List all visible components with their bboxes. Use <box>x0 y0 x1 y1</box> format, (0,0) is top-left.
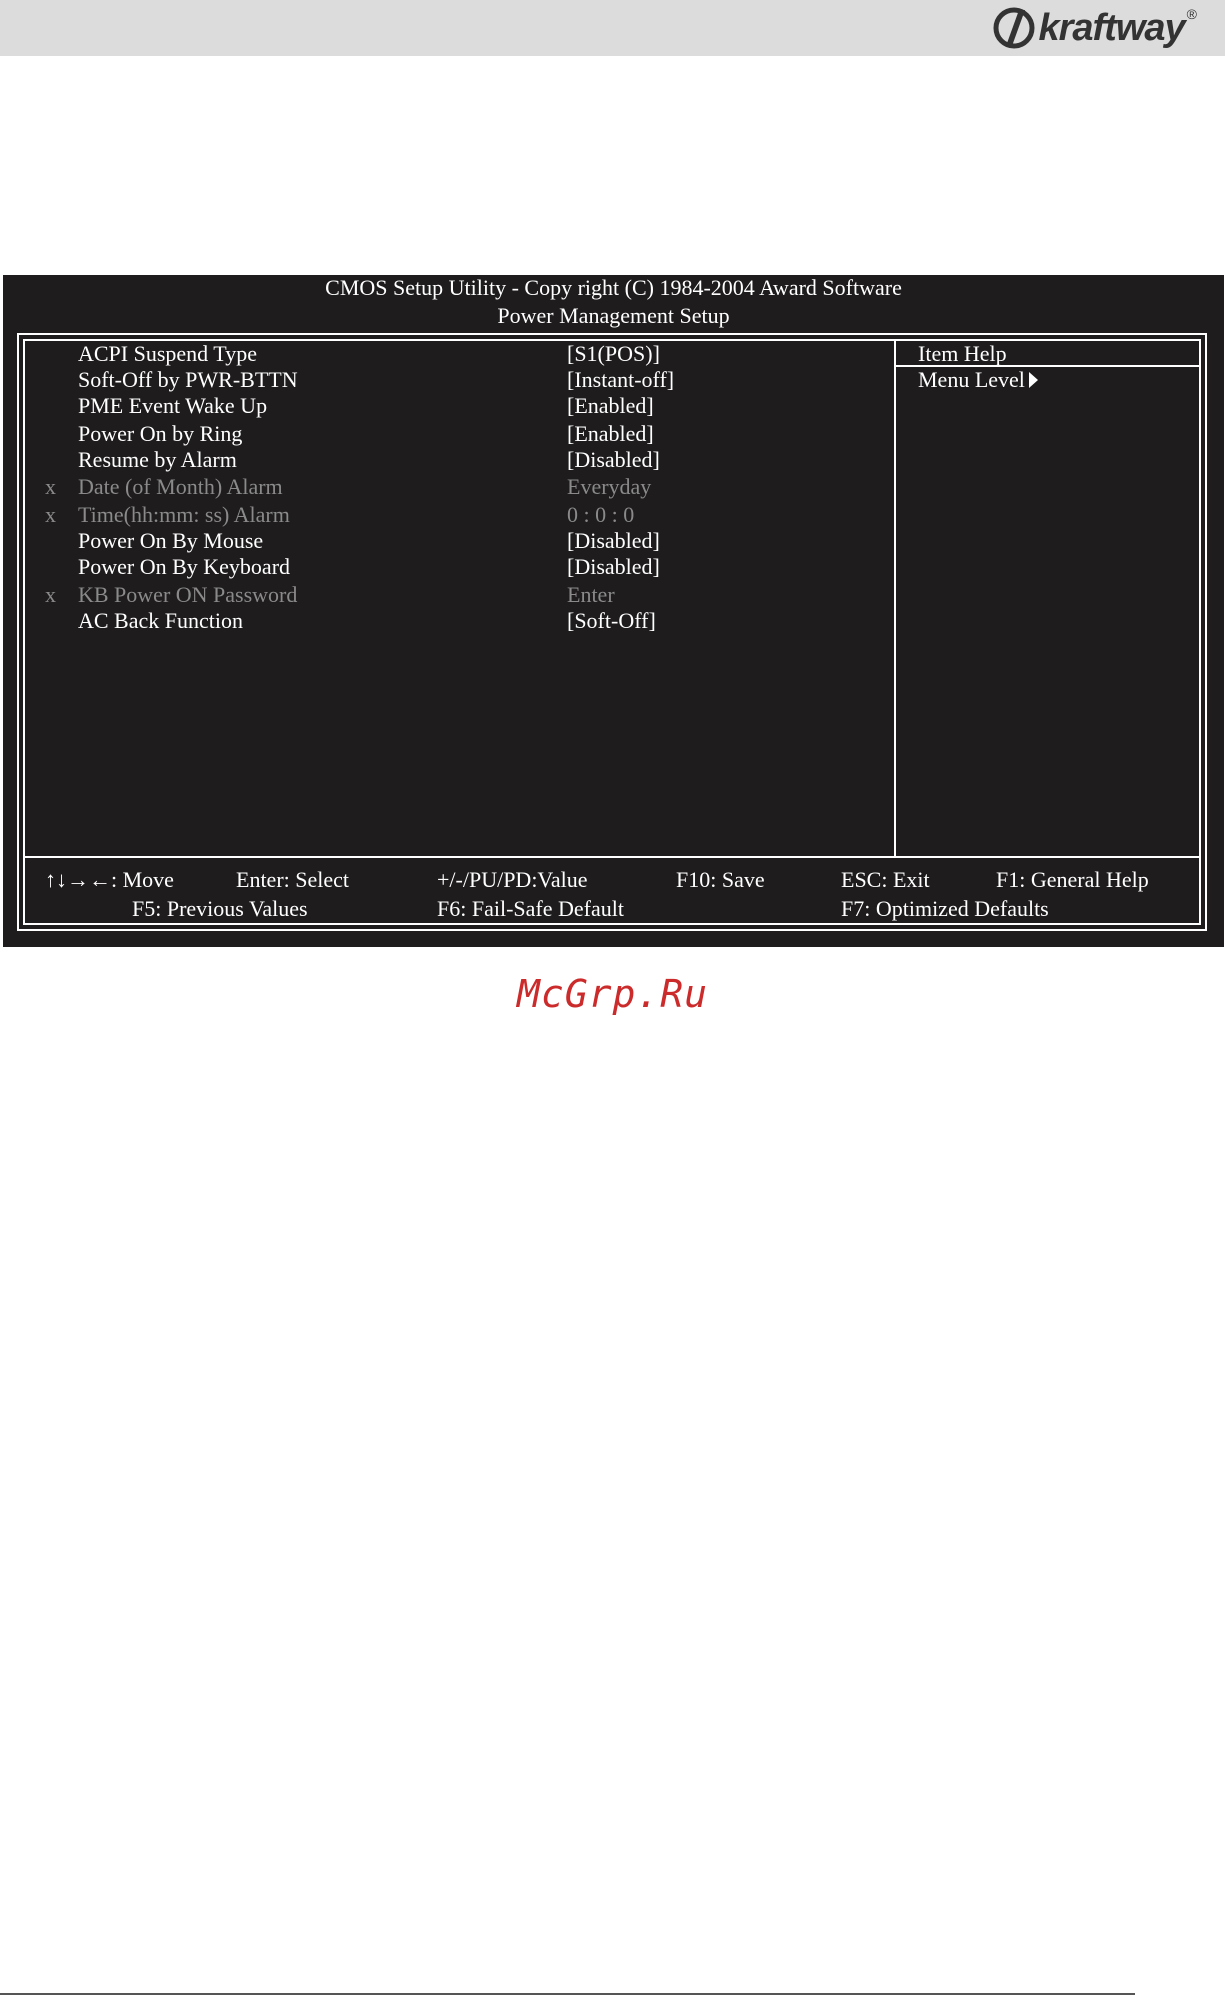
key-select: Enter: Select <box>236 867 350 892</box>
setting-value[interactable]: [S1(POS)] <box>567 341 660 366</box>
footer-rule <box>0 1993 1135 1995</box>
setting-label: AC Back Function <box>78 608 243 633</box>
key-failsafe-default: F6: Fail-Safe Default <box>437 896 624 921</box>
setting-value[interactable]: [Enabled] <box>567 393 654 418</box>
setting-date-alarm <box>3 474 893 500</box>
setting-value[interactable]: [Soft-Off] <box>567 608 656 633</box>
setting-value[interactable]: [Disabled] <box>567 447 660 472</box>
kraftway-logo <box>992 4 1197 52</box>
setting-acpi-suspend-type[interactable] <box>3 341 893 367</box>
setting-power-on-by-keyboard[interactable] <box>3 554 893 580</box>
keybar-divider <box>23 856 1201 858</box>
setting-value[interactable]: [Instant-off] <box>567 367 675 392</box>
setting-label: Time(hh:mm: ss) Alarm <box>78 502 290 527</box>
page-header-band <box>0 0 1225 56</box>
kraftway-logo-icon <box>992 6 1036 50</box>
triangle-right-icon <box>1029 372 1038 388</box>
brand-name: kraftway <box>1038 6 1185 49</box>
setting-label: PME Event Wake Up <box>78 393 268 418</box>
key-value: +/-/PU/PD:Value <box>437 867 588 892</box>
setting-label: Power On By Keyboard <box>78 554 291 579</box>
setting-pme-event-wake-up[interactable] <box>3 393 893 419</box>
setting-label: Date (of Month) Alarm <box>78 474 283 499</box>
setting-label: Power On by Ring <box>78 421 243 446</box>
disabled-mark: x <box>45 502 56 527</box>
disabled-mark: x <box>45 474 56 499</box>
disabled-mark: x <box>45 582 56 607</box>
setting-value[interactable]: [Enabled] <box>567 421 654 446</box>
key-optimized-defaults: F7: Optimized Defaults <box>841 896 1049 921</box>
setting-soft-off-pwr-bttn[interactable] <box>3 367 893 393</box>
bios-screen <box>3 275 1224 947</box>
setting-label: Resume by Alarm <box>78 447 237 472</box>
bios-title: CMOS Setup Utility - Copy right (C) 1984-2004 Award Software <box>325 275 902 300</box>
help-panel-divider <box>894 339 896 858</box>
setting-value: Enter <box>567 582 615 607</box>
bios-subtitle: Power Management Setup <box>497 303 730 328</box>
menu-level-label: Menu Level <box>918 367 1025 392</box>
setting-label: Soft-Off by PWR-BTTN <box>78 367 298 392</box>
key-previous-values: F5: Previous Values <box>132 896 308 921</box>
key-exit: ESC: Exit <box>841 867 930 892</box>
setting-value[interactable]: [Disabled] <box>567 554 660 579</box>
setting-resume-by-alarm[interactable] <box>3 447 893 473</box>
item-help-title: Item Help <box>918 341 1007 366</box>
key-move: ↑↓→←: Move <box>45 867 174 892</box>
setting-ac-back-function[interactable] <box>3 608 893 634</box>
setting-label: Power On By Mouse <box>78 528 264 553</box>
setting-value: 0 : 0 : 0 <box>567 502 635 527</box>
setting-label: KB Power ON Password <box>78 582 298 607</box>
setting-value: Everyday <box>567 474 652 499</box>
setting-value[interactable]: [Disabled] <box>567 528 660 553</box>
key-save: F10: Save <box>676 867 765 892</box>
key-general-help: F1: General Help <box>996 867 1149 892</box>
menu-level-indicator <box>918 367 1038 393</box>
setting-power-on-by-mouse[interactable] <box>3 528 893 554</box>
registered-mark: ® <box>1186 6 1197 22</box>
watermark: McGrp.Ru <box>516 972 709 1016</box>
setting-time-alarm <box>3 502 893 528</box>
setting-label: ACPI Suspend Type <box>78 341 257 366</box>
setting-kb-power-on-password <box>3 582 893 608</box>
setting-power-on-by-ring[interactable] <box>3 421 893 447</box>
